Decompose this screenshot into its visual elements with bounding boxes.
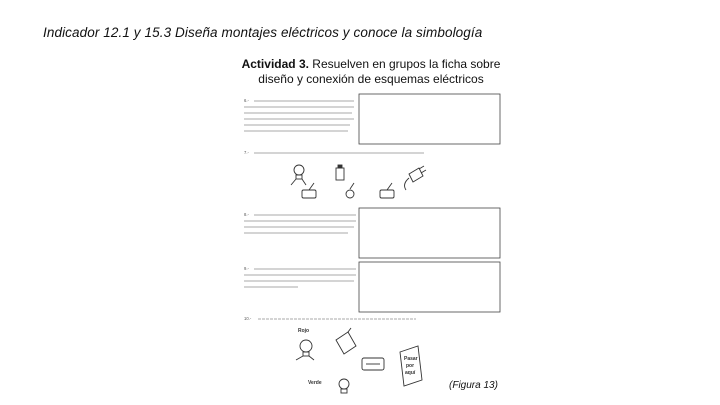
label-verde: Verde xyxy=(308,380,322,386)
q6-answer-box xyxy=(359,94,500,144)
plug-icon xyxy=(405,166,426,190)
activity-text-line1: Resuelven en grupos la ficha sobre xyxy=(308,57,501,71)
q9-answer-box xyxy=(359,262,500,312)
battery-icon xyxy=(336,165,344,180)
q10-number: 10.- xyxy=(244,316,252,321)
bulb-icon xyxy=(339,379,349,393)
switch-icon xyxy=(380,183,394,198)
battery-icon xyxy=(336,328,356,354)
activity-label: Actividad 3. xyxy=(241,57,309,71)
worksheet-image xyxy=(238,90,504,396)
q9-number: 9.- xyxy=(244,266,249,271)
label-aqui: aquí xyxy=(405,370,416,376)
figure-caption: (Figura 13) xyxy=(449,380,498,391)
q7-components xyxy=(291,165,426,198)
q9-text-lines xyxy=(244,269,356,287)
label-rojo: Rojo xyxy=(298,328,310,334)
page-heading: Indicador 12.1 y 15.3 Diseña montajes eléctricos y conoce la simbología xyxy=(43,25,483,40)
activity-text-line2: diseño y conexión de esquemas eléctricos xyxy=(258,72,484,86)
label-por: por xyxy=(406,363,415,369)
bulb-icon xyxy=(291,165,306,185)
activity-instructions xyxy=(226,57,516,87)
q8-number: 8.- xyxy=(244,212,249,217)
q6-number: 6.- xyxy=(244,98,249,103)
worksheet-drawing xyxy=(238,90,504,396)
switch-icon xyxy=(302,183,316,198)
q8-answer-box xyxy=(359,208,500,258)
bulb-icon xyxy=(296,340,314,360)
q6-text-lines xyxy=(244,101,354,131)
q7-number: 7.- xyxy=(244,150,249,155)
bell-icon xyxy=(346,183,354,198)
switch-icon xyxy=(362,358,384,370)
label-pasar: Pasar xyxy=(404,356,418,362)
q8-text-lines xyxy=(244,215,356,233)
